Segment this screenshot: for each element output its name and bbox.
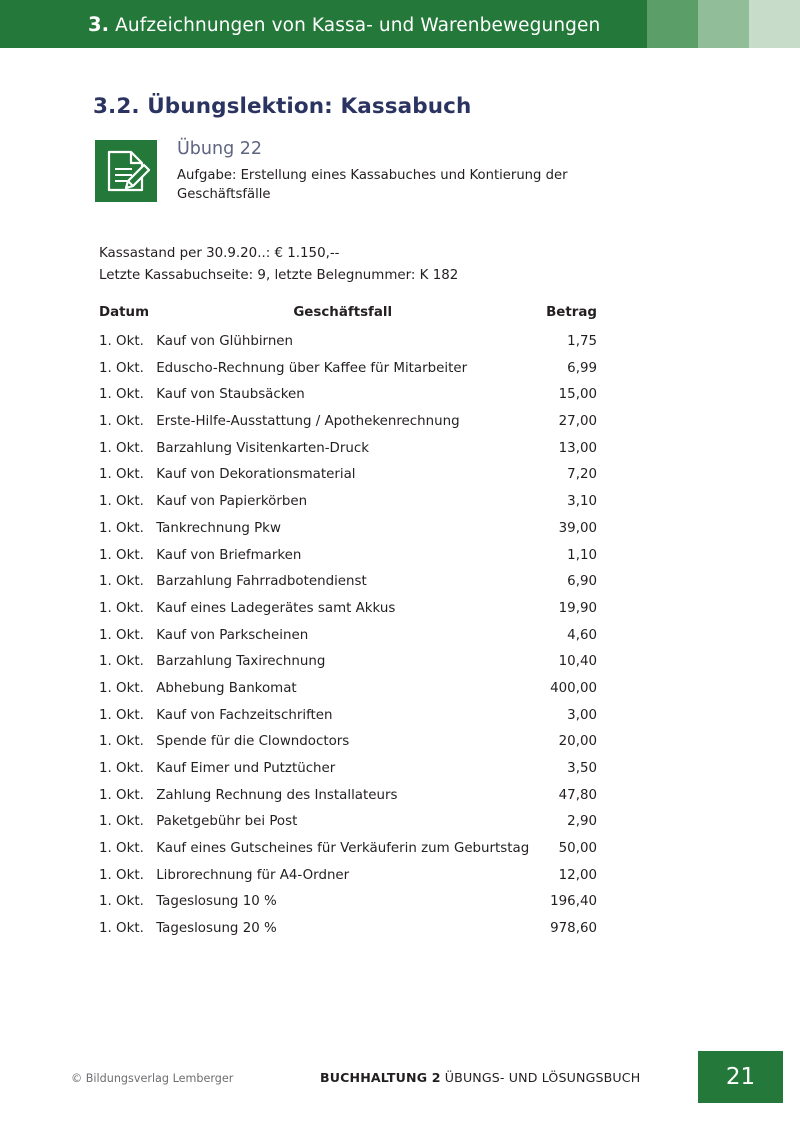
table-row <box>99 868 597 895</box>
exercise-title: Übung 22 <box>177 139 263 159</box>
cell-betrag: 6,90 <box>567 574 597 590</box>
intro-line-cash-balance: Kassastand per 30.9.20..: € 1.150,-- <box>99 246 340 261</box>
cell-datum: 1. Okt. <box>99 467 144 483</box>
cell-betrag: 13,00 <box>558 440 597 456</box>
cell-geschaeftsfall: Kauf von Staubsäcken <box>156 387 305 403</box>
table-body <box>99 334 597 948</box>
cell-datum: 1. Okt. <box>99 627 144 643</box>
cell-geschaeftsfall: Tageslosung 20 % <box>156 921 277 937</box>
cell-datum: 1. Okt. <box>99 814 144 830</box>
cell-betrag: 50,00 <box>558 841 597 857</box>
exercise-text-group <box>177 140 597 205</box>
cell-geschaeftsfall: Kauf von Papierkörben <box>156 494 308 510</box>
cell-datum: 1. Okt. <box>99 841 144 857</box>
footer-book-title-rest: ÜBUNGS- UND LÖSUNGSBUCH <box>444 1070 641 1085</box>
cell-betrag: 15,00 <box>558 387 597 403</box>
cell-betrag: 3,50 <box>567 761 597 776</box>
cell-datum: 1. Okt. <box>99 547 144 563</box>
cell-geschaeftsfall: Paketgebühr bei Post <box>156 814 298 830</box>
table-row <box>99 761 597 788</box>
cell-geschaeftsfall: Erste-Hilfe-Ausstattung / Apothekenrechnung <box>156 414 460 430</box>
column-header-datum: Datum <box>99 305 150 320</box>
table-row <box>99 361 597 388</box>
cell-datum: 1. Okt. <box>99 761 144 776</box>
document-pencil-icon <box>95 140 157 202</box>
table-row <box>99 414 597 441</box>
cell-betrag: 19,90 <box>558 600 597 616</box>
table-row <box>99 788 597 815</box>
cell-datum: 1. Okt. <box>99 867 144 883</box>
column-header-betrag: Betrag <box>546 305 597 320</box>
cell-datum: 1. Okt. <box>99 440 144 456</box>
cell-geschaeftsfall: Kauf von Dekorationsmaterial <box>156 467 356 483</box>
table-row <box>99 894 597 921</box>
table-row <box>99 601 597 628</box>
table-row <box>99 387 597 414</box>
cell-geschaeftsfall: Librorechnung für A4-Ordner <box>156 867 350 883</box>
cell-betrag: 47,80 <box>558 787 597 803</box>
table-row <box>99 628 597 655</box>
cell-betrag: 196,40 <box>550 894 597 910</box>
cell-betrag: 27,00 <box>558 414 597 430</box>
cell-datum: 1. Okt. <box>99 574 144 590</box>
cell-datum: 1. Okt. <box>99 894 144 910</box>
page-title: 3.2. Übungslektion: Kassabuch <box>93 94 472 120</box>
table-head <box>99 305 597 334</box>
cell-betrag: 12,00 <box>558 867 597 883</box>
table-row <box>99 467 597 494</box>
cell-datum: 1. Okt. <box>99 414 144 430</box>
cell-geschaeftsfall: Eduscho-Rechnung über Kaffee für Mitarbeiter <box>156 360 468 376</box>
column-header-geschaeftsfall: Geschäftsfall <box>293 305 393 320</box>
cell-betrag: 10,40 <box>558 654 597 670</box>
cell-datum: 1. Okt. <box>99 921 144 937</box>
header-color-block-2 <box>647 0 698 48</box>
chapter-number: 3. <box>88 12 110 36</box>
intro-block <box>99 243 458 286</box>
cell-datum: 1. Okt. <box>99 387 144 403</box>
table-header-row <box>99 305 597 334</box>
table-row <box>99 334 597 361</box>
cell-datum: 1. Okt. <box>99 360 144 376</box>
chapter-title-text: Aufzeichnungen von Kassa- und Warenbewegungen <box>115 14 601 36</box>
header-color-block-3 <box>698 0 749 48</box>
cell-geschaeftsfall: Kauf von Fachzeitschriften <box>156 707 333 723</box>
table-row <box>99 521 597 548</box>
cell-betrag: 1,75 <box>567 334 597 349</box>
cell-geschaeftsfall: Kauf Eimer und Putztücher <box>156 761 336 776</box>
cell-geschaeftsfall: Zahlung Rechnung des Installateurs <box>156 787 398 803</box>
cell-datum: 1. Okt. <box>99 734 144 750</box>
exercise-task-description: Aufgabe: Erstellung eines Kassabuches und Kontierung der Geschäftsfälle <box>177 168 568 202</box>
cell-datum: 1. Okt. <box>99 654 144 670</box>
table-row <box>99 681 597 708</box>
cell-betrag: 39,00 <box>558 520 597 536</box>
cell-geschaeftsfall: Barzahlung Taxirechnung <box>156 654 326 670</box>
cash-book-table <box>99 305 597 948</box>
chapter-header-main <box>0 0 647 48</box>
cell-betrag: 978,60 <box>550 921 597 937</box>
header-color-block-4 <box>749 0 800 48</box>
chapter-header-bar <box>0 0 800 48</box>
cell-geschaeftsfall: Kauf von Glühbirnen <box>156 334 294 349</box>
cell-geschaeftsfall: Kauf eines Gutscheines für Verkäuferin zum Geburtstag <box>156 841 530 857</box>
footer-copyright: © Bildungsverlag Lemberger <box>71 1072 234 1085</box>
table-row <box>99 708 597 735</box>
table-row <box>99 574 597 601</box>
cell-geschaeftsfall: Tageslosung 10 % <box>156 894 277 910</box>
cell-geschaeftsfall: Kauf von Briefmarken <box>156 547 302 563</box>
cell-datum: 1. Okt. <box>99 600 144 616</box>
table-row <box>99 921 597 948</box>
cell-datum: 1. Okt. <box>99 334 144 349</box>
cell-betrag: 400,00 <box>550 680 597 696</box>
table-row <box>99 494 597 521</box>
cell-geschaeftsfall: Spende für die Clowndoctors <box>156 734 350 750</box>
page-number-badge <box>698 1051 783 1103</box>
table-row <box>99 734 597 761</box>
table-row <box>99 814 597 841</box>
table-row <box>99 548 597 575</box>
cell-datum: 1. Okt. <box>99 787 144 803</box>
cell-betrag: 20,00 <box>558 734 597 750</box>
cell-betrag: 3,00 <box>567 707 597 723</box>
intro-line-last-page: Letzte Kassabuchseite: 9, letzte Belegnummer: K 182 <box>99 267 459 283</box>
cell-betrag: 7,20 <box>567 467 597 483</box>
chapter-header-title <box>88 13 600 36</box>
cell-geschaeftsfall: Kauf eines Ladegerätes samt Akkus <box>156 600 396 616</box>
cell-datum: 1. Okt. <box>99 680 144 696</box>
cell-geschaeftsfall: Kauf von Parkscheinen <box>156 627 309 643</box>
cell-geschaeftsfall: Barzahlung Visitenkarten-Druck <box>156 440 369 456</box>
cell-datum: 1. Okt. <box>99 494 144 510</box>
cell-betrag: 6,99 <box>567 360 597 376</box>
table-row <box>99 841 597 868</box>
cell-betrag: 4,60 <box>567 627 597 643</box>
cell-datum: 1. Okt. <box>99 707 144 723</box>
cell-datum: 1. Okt. <box>99 520 144 536</box>
table-row <box>99 654 597 681</box>
page-number: 21 <box>725 1063 756 1090</box>
cell-geschaeftsfall: Tankrechnung Pkw <box>156 520 281 536</box>
footer-book-title <box>320 1070 640 1085</box>
cell-betrag: 2,90 <box>567 814 597 830</box>
cell-betrag: 3,10 <box>567 494 597 510</box>
cell-geschaeftsfall: Abhebung Bankomat <box>156 680 297 696</box>
table-row <box>99 441 597 468</box>
cell-betrag: 1,10 <box>567 547 597 563</box>
footer-book-title-bold: BUCHHALTUNG 2 <box>320 1070 441 1085</box>
cell-geschaeftsfall: Barzahlung Fahrradbotendienst <box>156 574 367 590</box>
